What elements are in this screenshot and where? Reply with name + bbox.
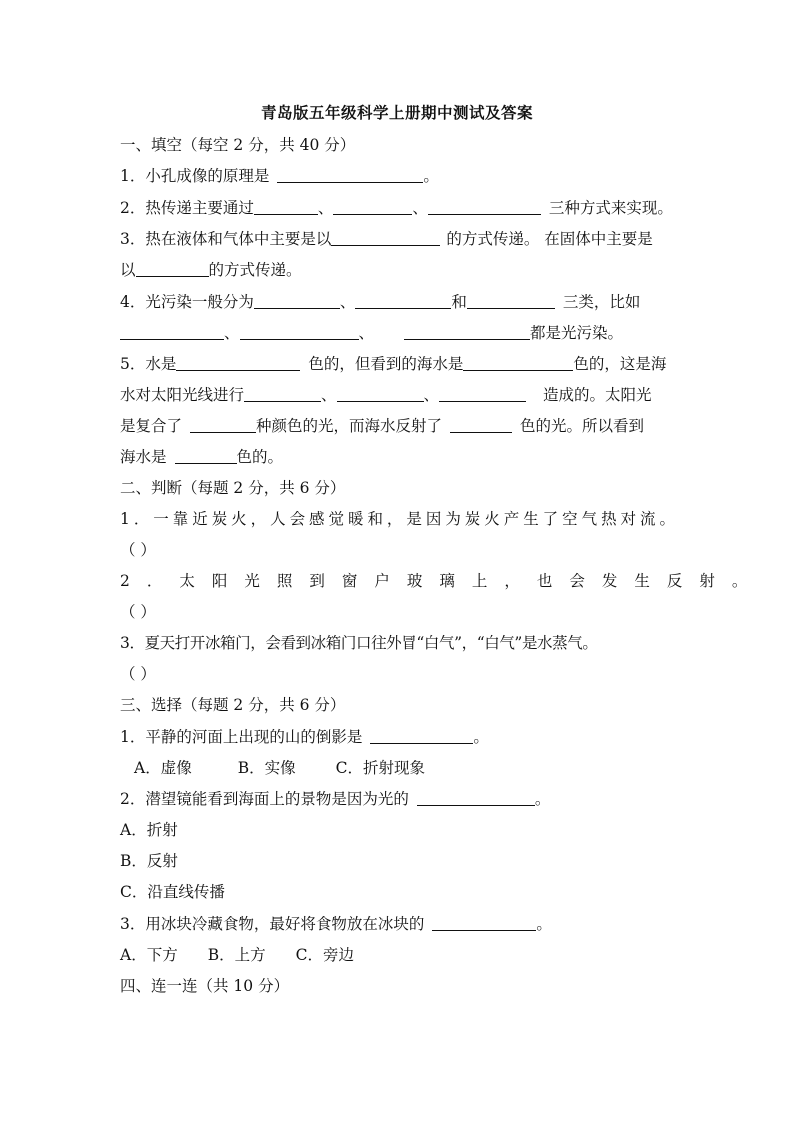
section-2-heading: 二、判断（每题 2 分，共 6 分） xyxy=(120,479,346,497)
separator: 、 xyxy=(412,199,428,217)
q4-mid: 三类，比如 xyxy=(562,293,641,311)
choice-question-1 xyxy=(120,727,676,747)
judge-answer-paren[interactable]: （ ） xyxy=(120,541,156,559)
option-a[interactable]: A．虚像 xyxy=(134,759,192,777)
q3-mid: 的方式传递。 在固体中主要是 xyxy=(446,230,653,248)
answer-blank[interactable] xyxy=(136,261,209,277)
fill-question-5-line4 xyxy=(120,447,676,467)
option-b[interactable]: B．实像 xyxy=(237,759,296,777)
answer-blank[interactable] xyxy=(417,790,535,806)
answer-blank[interactable] xyxy=(254,293,340,309)
section-4-heading: 四、连一连（共 10 分） xyxy=(120,977,290,995)
q1-end: 。 xyxy=(423,167,439,185)
choice-q2-end: 。 xyxy=(534,790,551,808)
judge-question-1: 1．一靠近炭火，人会感觉暖和，是因为炭火产生了空气热对流。 xyxy=(120,510,676,528)
choice-q1-options xyxy=(120,758,676,778)
option-a[interactable]: A．下方 xyxy=(120,946,178,964)
judge-answer-paren[interactable]: （ ） xyxy=(120,665,156,683)
q5-line3: 是复合了 xyxy=(120,417,183,435)
answer-blank[interactable] xyxy=(240,324,359,340)
answer-blank[interactable] xyxy=(176,355,300,371)
fill-question-5-line2 xyxy=(120,385,676,405)
option-b[interactable]: B．反射 xyxy=(120,852,178,870)
q5-mid: 色的，但看到的海水是 xyxy=(308,355,464,373)
judge-question-3: 3．夏天打开冰箱门，会看到冰箱门口往外冒“白气”，“白气”是水蒸气。 xyxy=(120,634,598,652)
separator: 、 xyxy=(224,324,240,342)
answer-blank[interactable] xyxy=(120,324,224,340)
fill-question-5-line3 xyxy=(120,416,676,436)
answer-blank[interactable] xyxy=(404,324,530,340)
separator: 、 xyxy=(317,199,334,217)
separator: 、 xyxy=(358,324,375,342)
q5-end: 色的。 xyxy=(236,448,284,466)
q2-text: 2．热传递主要通过 xyxy=(120,199,254,217)
choice-q2-text: 2．潜望镜能看到海面上的景物是因为光的 xyxy=(120,790,409,808)
fill-question-2 xyxy=(120,198,676,218)
answer-blank[interactable] xyxy=(337,386,424,402)
choice-q1-end: 。 xyxy=(473,728,489,746)
q5-line2-end: 造成的。太阳光 xyxy=(543,386,652,404)
q5-text: 5．水是 xyxy=(120,355,177,373)
fill-question-3 xyxy=(120,229,676,249)
answer-blank[interactable] xyxy=(428,199,541,215)
option-c[interactable]: C．旁边 xyxy=(295,946,354,964)
answer-blank[interactable] xyxy=(467,293,555,309)
answer-blank[interactable] xyxy=(190,417,256,433)
fill-question-4-cont xyxy=(120,323,676,343)
option-b[interactable]: B．上方 xyxy=(207,946,266,964)
fill-question-5 xyxy=(120,354,676,374)
separator: 、 xyxy=(423,386,440,404)
fill-question-4 xyxy=(120,292,676,312)
choice-q3-end: 。 xyxy=(536,915,552,933)
q1-text: 1．小孔成像的原理是 xyxy=(120,167,270,185)
document-title: 青岛版五年级科学上册期中测试及答案 xyxy=(260,103,533,122)
q4-end: 都是光污染。 xyxy=(530,324,624,342)
choice-question-3 xyxy=(120,914,676,934)
answer-blank[interactable] xyxy=(331,230,440,246)
answer-blank[interactable] xyxy=(450,417,512,433)
choice-q3-text: 3．用冰块冷藏食物，最好将食物放在冰块的 xyxy=(120,915,425,933)
answer-blank[interactable] xyxy=(370,728,473,744)
q5-line3-end: 色的光。所以看到 xyxy=(520,417,645,435)
answer-blank[interactable] xyxy=(175,448,237,464)
q3-text: 3．热在液体和气体中主要是以 xyxy=(120,230,332,248)
fill-question-1 xyxy=(120,166,676,186)
section-3-heading: 三、选择（每题 2 分，共 6 分） xyxy=(120,696,346,714)
answer-blank[interactable] xyxy=(244,386,321,402)
separator: 、 xyxy=(339,293,356,311)
q3-end: 的方式传递。 xyxy=(208,261,302,279)
q5-line2: 水对太阳光线进行 xyxy=(120,386,245,404)
answer-blank[interactable] xyxy=(355,293,451,309)
q4-and: 和 xyxy=(451,293,467,311)
q5-line1-end: 色的，这是海 xyxy=(573,355,667,373)
option-c[interactable]: C．折射现象 xyxy=(335,759,425,777)
choice-q3-options xyxy=(120,945,676,965)
answer-blank[interactable] xyxy=(277,167,423,183)
q3-line2: 以 xyxy=(120,261,136,279)
separator: 、 xyxy=(321,386,337,404)
q5-line3-mid: 种颜色的光，而海水反射了 xyxy=(256,417,443,435)
answer-blank[interactable] xyxy=(439,386,526,402)
choice-question-2 xyxy=(120,789,676,809)
answer-blank[interactable] xyxy=(254,199,318,215)
choice-q1-text: 1．平静的河面上出现的山的倒影是 xyxy=(120,728,363,746)
option-a[interactable]: A．折射 xyxy=(120,821,178,839)
q2-end: 三种方式来实现。 xyxy=(548,199,673,217)
option-c[interactable]: C．沿直线传播 xyxy=(120,883,225,901)
judge-answer-paren[interactable]: （ ） xyxy=(120,603,156,621)
fill-question-3-cont xyxy=(120,260,676,280)
judge-q2-text: 2．太阳光照到窗户玻璃上，也会发生反射。 xyxy=(120,572,765,590)
q5-line4: 海水是 xyxy=(120,448,167,466)
q4-text: 4．光污染一般分为 xyxy=(120,293,254,311)
judge-question-2 xyxy=(120,571,765,591)
answer-blank[interactable] xyxy=(333,199,412,215)
answer-blank[interactable] xyxy=(432,915,536,931)
section-1-heading: 一、填空（每空 2 分，共 40 分） xyxy=(120,136,356,154)
answer-blank[interactable] xyxy=(463,355,573,371)
